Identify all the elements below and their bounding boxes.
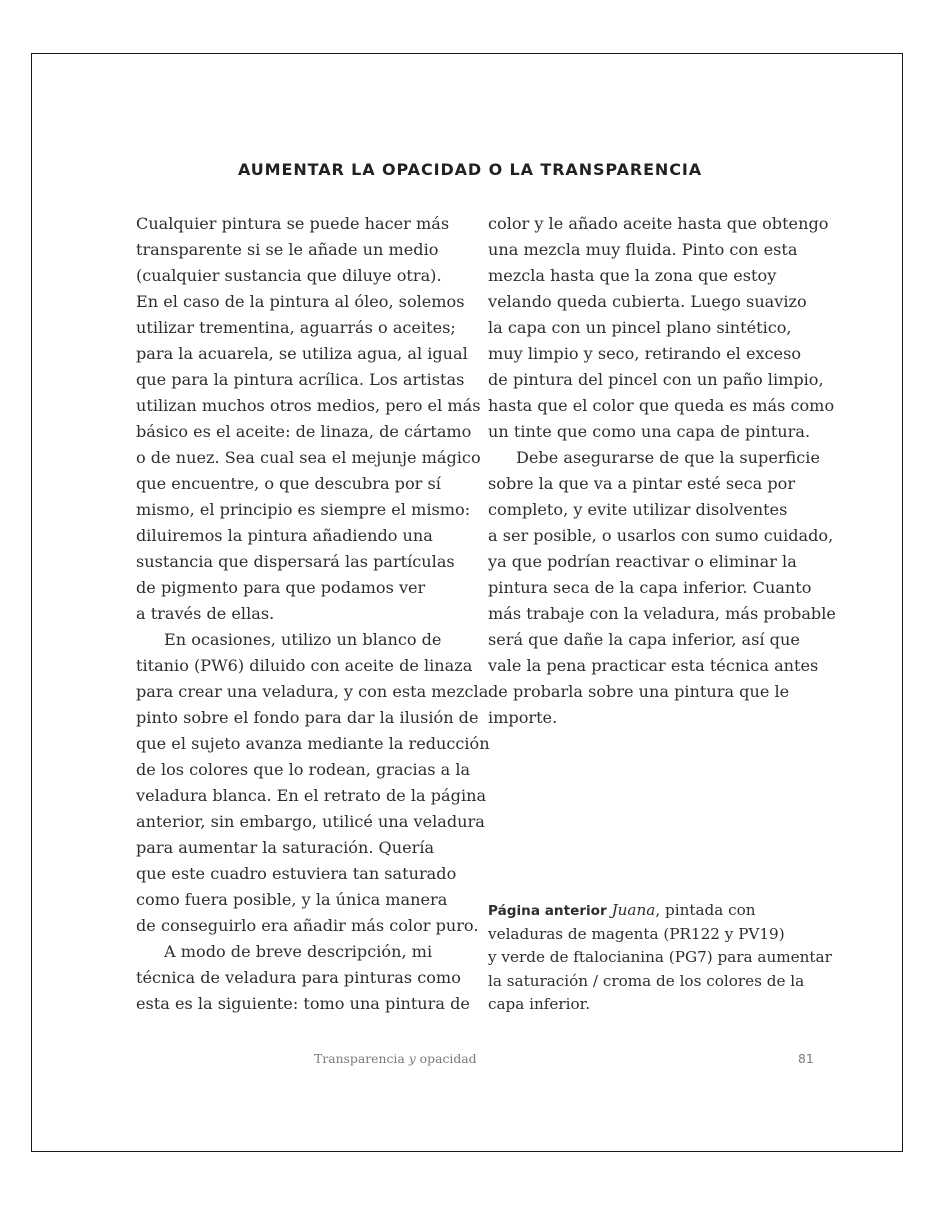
text-line: de pigmento para que podamos ver [136, 578, 426, 597]
left-column [136, 211, 490, 1017]
text-line: una mezcla muy fluida. Pinto con esta [488, 240, 798, 259]
caption-line: y verde de ftalocianina (PG7) para aumentar [488, 948, 832, 967]
paragraph [136, 211, 481, 627]
right-column [488, 211, 836, 731]
text-line: de conseguirlo era añadir más color puro. [136, 916, 479, 935]
text-line: o de nuez. Sea cual sea el mejunje mágico [136, 448, 481, 467]
running-footer [314, 1051, 477, 1066]
text-line: sustancia que dispersará las partículas [136, 552, 455, 571]
text-line: la capa con un pincel plano sintético, [488, 318, 792, 337]
text-line: esta es la siguiente: tomo una pintura de [136, 994, 470, 1013]
paragraph [488, 211, 835, 445]
text-line: importe. [488, 708, 558, 727]
text-line: de los colores que lo rodean, gracias a la [136, 760, 471, 779]
text-line: En ocasiones, utilizo un blanco de [164, 630, 442, 649]
text-line: un tinte que como una capa de pintura. [488, 422, 811, 441]
text-line: transparente si se le añade un medio [136, 240, 439, 259]
paragraph [136, 627, 490, 939]
text-line: ya que podrían reactivar o eliminar la [488, 552, 797, 571]
caption-line: la saturación / croma de los colores de la [488, 971, 805, 990]
footer-title-part: y [408, 1051, 416, 1066]
caption-label: Página anterior [488, 903, 607, 919]
text-line: pinto sobre el fondo para dar la ilusión de [136, 708, 479, 727]
footer-title-part: opacidad [419, 1051, 477, 1066]
text-line: que el sujeto avanza mediante la reducción [136, 734, 490, 753]
text-line: que para la pintura acrílica. Los artistas [136, 370, 465, 389]
text-line: vale la pena practicar esta técnica antes [488, 656, 819, 675]
page-number: 81 [798, 1051, 814, 1066]
text-line: pintura seca de la capa inferior. Cuanto [488, 578, 812, 597]
text-line: que encuentre, o que descubra por sí [136, 474, 441, 493]
text-line: A modo de breve descripción, mi [164, 942, 433, 961]
text-line: titanio (PW6) diluido con aceite de linaza [136, 656, 473, 675]
text-line: a ser posible, o usarlos con sumo cuidado, [488, 526, 834, 545]
text-line: de pintura del pincel con un paño limpio, [488, 370, 824, 389]
text-line: utilizan muchos otros medios, pero el más [136, 396, 481, 415]
text-line: muy limpio y seco, retirando el exceso [488, 344, 802, 363]
text-line: técnica de veladura para pinturas como [136, 968, 461, 987]
paragraph [488, 445, 836, 731]
text-line: completo, y evite utilizar disolventes [488, 500, 788, 519]
text-line: a través de ellas. [136, 604, 275, 623]
text-line: Debe asegurarse de que la superficie [516, 448, 820, 467]
text-line: para la acuarela, se utiliza agua, al igual [136, 344, 468, 363]
section-heading: AUMENTAR LA OPACIDAD O LA TRANSPARENCIA [238, 160, 702, 179]
caption-line: capa inferior. [488, 994, 591, 1013]
text-line: utilizar trementina, aguarrás o aceites; [136, 318, 456, 337]
text-line: (cualquier sustancia que diluye otra). [136, 266, 442, 285]
caption-text: , pintada con [655, 901, 756, 919]
footer-title-part: Transparencia [314, 1051, 405, 1066]
text-line: mismo, el principio es siempre el mismo: [136, 500, 471, 519]
text-line: de probarla sobre una pintura que le [488, 682, 790, 701]
image-caption [488, 899, 832, 1016]
text-line: En el caso de la pintura al óleo, solemos [136, 292, 465, 311]
text-line: como fuera posible, y la única manera [136, 890, 448, 909]
text-line: será que dañe la capa inferior, así que [488, 630, 800, 649]
text-line: diluiremos la pintura añadiendo una [136, 526, 433, 545]
text-line: veladura blanca. En el retrato de la página [136, 786, 487, 805]
text-line: mezcla hasta que la zona que estoy [488, 266, 777, 285]
text-line: Cualquier pintura se puede hacer más [136, 214, 450, 233]
text-line: para crear una veladura, y con esta mezcla [136, 682, 489, 701]
text-line: para aumentar la saturación. Quería [136, 838, 435, 857]
text-line: más trabaje con la veladura, más probable [488, 604, 836, 623]
text-line: que este cuadro estuviera tan saturado [136, 864, 457, 883]
caption-line: veladuras de magenta (PR122 y PV19) [488, 925, 785, 944]
text-line: color y le añado aceite hasta que obtengo [488, 214, 829, 233]
text-line: sobre la que va a pintar esté seca por [488, 474, 796, 493]
paragraph [136, 939, 470, 1017]
text-line: hasta que el color que queda es más como [488, 396, 835, 415]
text-line: velando queda cubierta. Luego suavizo [488, 292, 807, 311]
text-line: básico es el aceite: de linaza, de cártamo [136, 422, 472, 441]
text-line: anterior, sin embargo, utilicé una veladura [136, 812, 485, 831]
caption-artwork-title: Juana [611, 901, 656, 919]
